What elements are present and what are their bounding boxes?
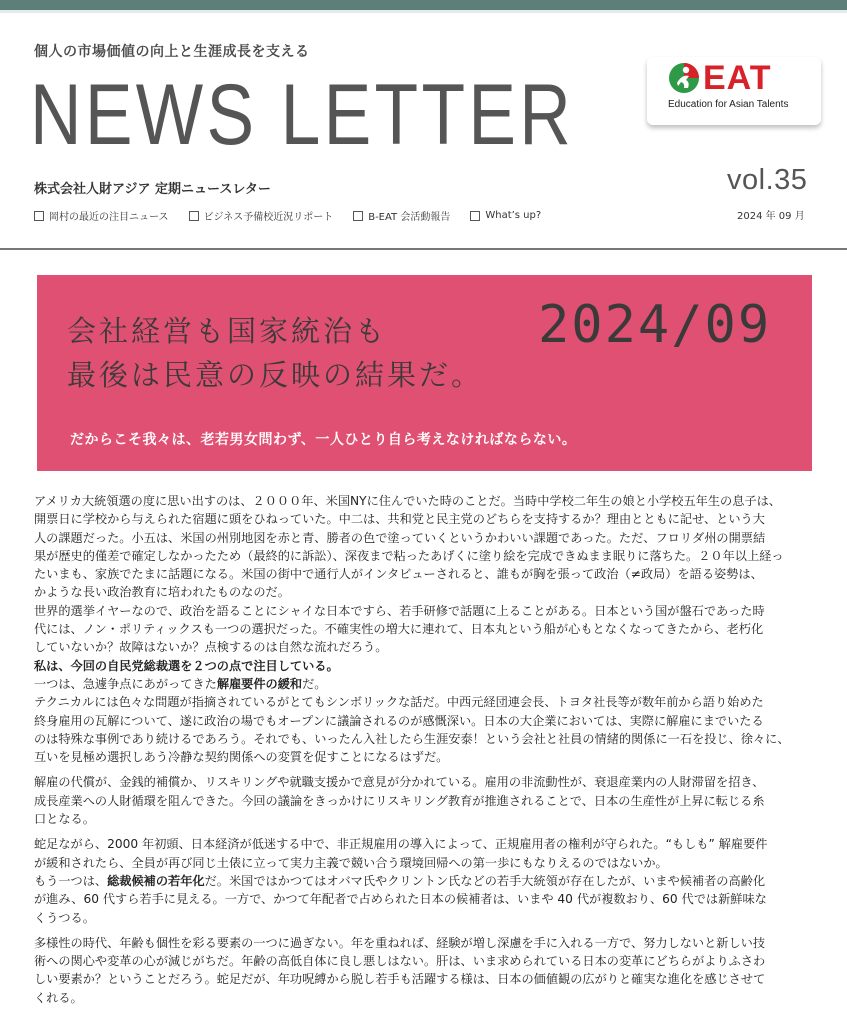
category-item [470, 208, 541, 223]
top-accent-bar [0, 0, 847, 10]
category-item [189, 208, 334, 223]
checkbox-icon [34, 211, 44, 221]
category-label: B-EAT 会活動報告 [368, 212, 451, 223]
category-label: ビジネス予備校近況リポート [203, 212, 334, 223]
category-label: What’s up? [485, 210, 542, 221]
paragraph: 解雇の代償が、金銭的補償か、リスキリングや就職支援かで意見が分かれている。雇用の非流動性が、衰退産業内の人財滞留を招き、 成長産業への人財循環を阻んできた。今回の議論をきっかけにリスキリング教育が推進されることで、日本の生産性が上昇に転じる糸 口となる。 [34, 775, 765, 827]
emphasis: 総裁候補の若年化 [107, 873, 205, 888]
logo-subtitle: Education for Asian Talents [668, 99, 789, 110]
headline-banner [37, 275, 812, 471]
checkbox-icon [189, 211, 199, 221]
paragraph: 蛇足ながら、2000 年初頭、日本経済が低迷する中で、非正規雇用の導入によって、正規雇用者の権利が守られた。“もしも” 解雇要件 が緩和されたら、全員が再び同じ土俵に立って実力主義で競い合う環境回帰への第一歩にもなりえるのではないか。 [34, 837, 768, 870]
banner-date: 2024/09 [538, 295, 772, 355]
eat-logo-icon [667, 61, 701, 95]
headline-line-2: 最後は民意の反映の結果だ。 [67, 358, 484, 392]
paragraph: 世界的選挙イヤーなので、政治を語ることにシャイな日本ですら、若手研修で話題に上ることがある。日本という国が盤石であった時 代には、ノン・ポリティックスも一つの選択だった。不確実性の増大に連れて、日本丸という船が心もとなくなってきたから、老朽化 していないか？故障はないか？点検するのは自然な流れだろう。 [34, 603, 765, 655]
emphasis: 解雇要件の緩和 [216, 676, 303, 691]
eat-logo [647, 57, 821, 125]
newsletter-title: NEWS LETTER [30, 67, 575, 163]
header-divider [0, 248, 847, 250]
text: だ。米国ではかつてはオバマ氏やクリントン氏などの若手大統領が存在したが、いまや候補者の高齢化 が進み、60 代すら若手に見える。一方で、かつて年配者で占められた日本の候補者は、いまや 40 代が複数おり、60 代では新鮮味な くうつる。 [34, 873, 767, 925]
paragraph [34, 872, 814, 927]
company-subtitle: 株式会社人財アジア 定期ニュースレター [34, 182, 271, 197]
checkbox-icon [353, 211, 363, 221]
category-list [34, 208, 541, 223]
category-item [353, 208, 450, 223]
tagline: 個人の市場価値の向上と生涯成長を支える [34, 44, 310, 60]
logo-wordmark: EAT [703, 59, 772, 97]
banner-headline [67, 309, 483, 397]
volume-number: vol.35 [727, 164, 808, 196]
banner-subline: だからこそ我々は、老若男女問わず、一人ひとり自ら考えなければならない。 [70, 432, 577, 448]
issue-date: 2024 年 09 月 [737, 211, 805, 222]
text: 一つは、急遽争点にあがってきた [34, 676, 217, 691]
checkbox-icon [470, 211, 480, 221]
paragraph: アメリカ大統領選の度に思い出すのは、２０００年、米国NYに住んでいた時のことだ。当時中学校二年生の娘と小学校五年生の息子は、 開票日に学校から与えられた宿題に頭をひねっていた。中二は、共和党と民主党のどちらを支持するか？理由とともに記せ、という大 人の課題だった。小五は、米国の州別地図を赤と青、勝者の色で塗っていくというかわいい課題であった。ただ、フロリダ州の開票結 果が歴史的僅差で確定しなかったため（最終的に訴訟）、深夜まで粘ったあげくに塗り絵を完成できぬまま眠りに落ちた。２０年以上経っ たいまも、家族でたまに話題になる。米国の街中で通行人がインタビューされると、誰もが胸を張って政治（≠政局）を語る姿勢は、 かような長い政治教育に培われたものなのだ。 [34, 494, 784, 600]
article-body [34, 492, 814, 1007]
text: もう一つは、 [34, 873, 108, 888]
paragraph: 多様性の時代、年齢も個性を彩る要素の一つに過ぎない。年を重ねれば、経験が増し深慮を手に入れる一方で、努力しないと新しい技 術への関心や変革の心が減じがちだ。年齢の高低自体に良し悪しはない。肝は、いま求められている日本の変革にどちらがよりふさわ しい要素か？ということだろう。蛇足だが、年功呪縛から脱し若手も活躍する様は、日本の価値観の広がりと確実な進化を感じさせて くれる。 [34, 935, 766, 1005]
text: だ。 [302, 676, 327, 691]
paragraph: テクニカルには色々な問題が指摘されているがとてもシンボリックな話だ。中西元経団連会長、トヨタ社長等が数年前から語り始めた 終身雇用の瓦解について、遂に政治の場でもオープンに議論されるのが感慨深い。日本の大企業においては、実際に解雇にまでいたる のは特殊な事例であり続けるであろう。それでも、いったん入社したら生涯安泰！という会社と社員の情緒的関係に一石を投じ、徐々に、 互いを見極め選択しあう冷静な契約関係への変質を促すことになるはずだ。 [34, 695, 790, 765]
paragraph [34, 657, 814, 675]
headline-line-1: 会社経営も国家統治も [67, 314, 388, 348]
paragraph [34, 675, 814, 693]
category-label: 岡村の最近の注目ニュース [49, 212, 169, 223]
key-statement: 私は、今回の自民党総裁選を２つの点で注目している。 [34, 658, 339, 673]
category-item [34, 208, 169, 223]
top-accent-line [0, 10, 847, 13]
